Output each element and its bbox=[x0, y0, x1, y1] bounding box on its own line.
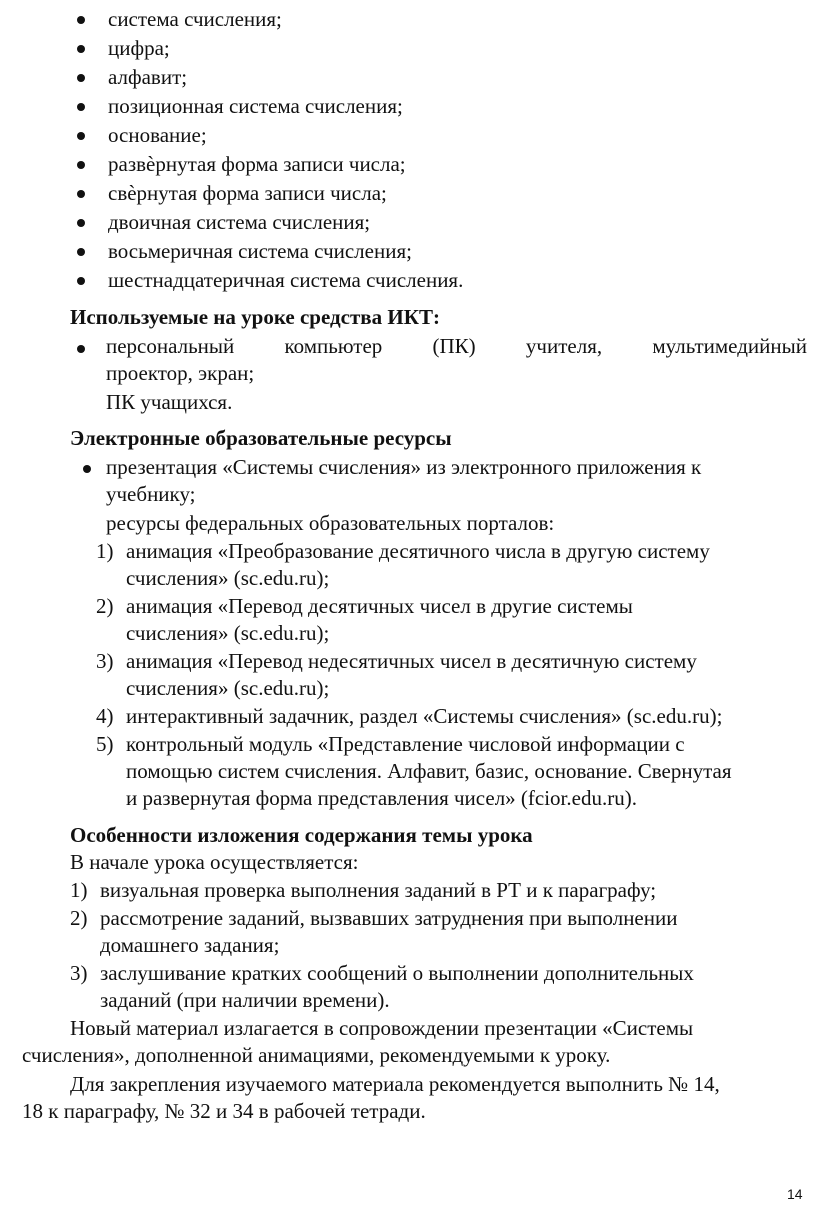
list-number: 5) bbox=[96, 732, 114, 756]
list-item: двоичная система счисления; bbox=[108, 210, 371, 234]
bullet-icon bbox=[77, 161, 85, 169]
word: персональный bbox=[106, 334, 235, 358]
list-item: и развернутая форма представления чисел» (fcior.edu.ru). bbox=[126, 786, 637, 810]
list-item: счисления» (sc.edu.ru); bbox=[126, 621, 330, 645]
bullet-icon bbox=[77, 45, 85, 53]
eor-item-line1: презентация «Системы счисления» из электронного приложения к bbox=[106, 455, 702, 479]
bullet-icon bbox=[83, 465, 91, 473]
paragraph-line: 18 к параграфу, № 32 и 34 в рабочей тетради. bbox=[22, 1099, 426, 1123]
list-number: 3) bbox=[70, 961, 88, 985]
features-intro: В начале урока осуществляется: bbox=[70, 850, 359, 874]
ict-item-line1 bbox=[106, 333, 807, 360]
list-item: домашнего задания; bbox=[100, 933, 280, 957]
list-item: помощью систем счисления. Алфавит, базис, основание. Свернутая bbox=[126, 759, 732, 783]
list-item: счисления» (sc.edu.ru); bbox=[126, 566, 330, 590]
list-item: интерактивный задачник, раздел «Системы счисления» (sc.edu.ru); bbox=[126, 704, 723, 728]
list-number: 2) bbox=[70, 906, 88, 930]
list-item: контрольный модуль «Представление числовой информации с bbox=[126, 732, 685, 756]
list-number: 2) bbox=[96, 594, 114, 618]
list-number: 3) bbox=[96, 649, 114, 673]
list-item: заслушивание кратких сообщений о выполнении дополнительных bbox=[100, 961, 694, 985]
ict-item-line3: ПК учащихся. bbox=[106, 390, 233, 414]
page-number: 14 bbox=[787, 1186, 803, 1202]
ict-heading: Используемые на уроке средства ИКТ: bbox=[70, 305, 440, 329]
list-item: основание; bbox=[108, 123, 207, 147]
list-number: 4) bbox=[96, 704, 114, 728]
list-item: шестнадцатеричная система счисления. bbox=[108, 268, 464, 292]
list-item: счисления» (sc.edu.ru); bbox=[126, 676, 330, 700]
list-item: анимация «Преобразование десятичного числа в другую систему bbox=[126, 539, 710, 563]
bullet-icon bbox=[77, 103, 85, 111]
list-number: 1) bbox=[96, 539, 114, 563]
bullet-icon bbox=[77, 16, 85, 24]
list-item: развѐрнутая форма записи числа; bbox=[108, 152, 406, 176]
word: компьютер bbox=[284, 334, 383, 358]
features-heading: Особенности изложения содержания темы урока bbox=[70, 823, 533, 847]
ict-item-line2: проектор, экран; bbox=[106, 361, 255, 385]
list-item: цифра; bbox=[108, 36, 170, 60]
bullet-icon bbox=[77, 219, 85, 227]
word: учителя, bbox=[525, 334, 603, 358]
bullet-icon bbox=[77, 132, 85, 140]
paragraph-line: Новый материал излагается в сопровождении презентации «Системы bbox=[70, 1016, 694, 1040]
list-item: система счисления; bbox=[108, 7, 282, 31]
paragraph-line: Для закрепления изучаемого материала рекомендуется выполнить № 14, bbox=[70, 1072, 720, 1096]
word: мультимедийный bbox=[652, 334, 807, 358]
eor-portals: ресурсы федеральных образовательных порталов: bbox=[106, 511, 555, 535]
bullet-icon bbox=[77, 190, 85, 198]
list-item: позиционная система счисления; bbox=[108, 94, 403, 118]
list-number: 1) bbox=[70, 878, 88, 902]
list-item: заданий (при наличии времени). bbox=[100, 988, 390, 1012]
bullet-icon bbox=[77, 345, 85, 353]
eor-item-line2: учебнику; bbox=[106, 482, 196, 506]
list-item: анимация «Перевод десятичных чисел в другие системы bbox=[126, 594, 633, 618]
paragraph-line: счисления», дополненной анимациями, рекомендуемыми к уроку. bbox=[22, 1043, 611, 1067]
word: (ПК) bbox=[432, 334, 476, 358]
eor-heading: Электронные образовательные ресурсы bbox=[70, 426, 452, 450]
list-item: восьмеричная система счисления; bbox=[108, 239, 412, 263]
list-item: анимация «Перевод недесятичных чисел в десятичную систему bbox=[126, 649, 697, 673]
list-item: визуальная проверка выполнения заданий в РТ и к параграфу; bbox=[100, 878, 657, 902]
bullet-icon bbox=[77, 277, 85, 285]
list-item: алфавит; bbox=[108, 65, 188, 89]
list-item: свѐрнутая форма записи числа; bbox=[108, 181, 387, 205]
bullet-icon bbox=[77, 248, 85, 256]
list-item: рассмотрение заданий, вызвавших затруднения при выполнении bbox=[100, 906, 678, 930]
bullet-icon bbox=[77, 74, 85, 82]
